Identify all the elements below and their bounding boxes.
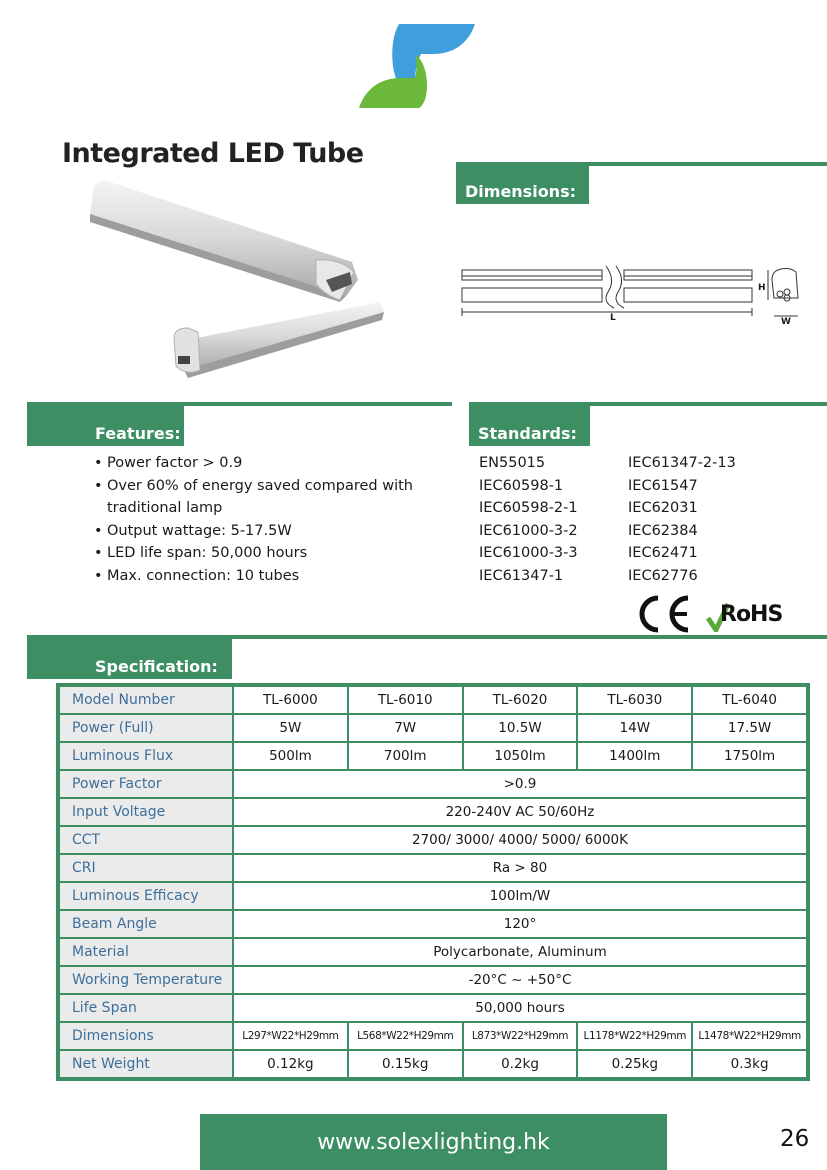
features-list [94,452,413,587]
row-label-beam: Beam Angle [60,911,232,937]
table-row [60,715,806,741]
standards-col-1 [479,452,578,587]
table-cell: 120° [234,911,806,937]
table-cell: L297*W22*H29mm [234,1023,347,1049]
standard-item: IEC62471 [628,545,698,561]
row-label-efficacy: Luminous Efficacy [60,883,232,909]
specification-table [56,683,810,1081]
table-row [60,1023,806,1049]
table-cell: 14W [578,715,691,741]
standard-item: IEC61000-3-2 [479,522,578,539]
table-cell: TL-6040 [693,687,806,713]
table-row [60,799,806,825]
dimensions-drawing [456,236,806,332]
row-label-power-factor: Power Factor [60,771,232,797]
standard-item: IEC61000-3-3 [479,545,578,561]
feature-item: • LED life span: 50,000 hours [94,542,413,565]
page-number: 26 [780,1126,810,1152]
table-cell: L873*W22*H29mm [464,1023,577,1049]
table-cell: 5W [234,715,347,741]
specification-heading: Specification: [27,635,232,679]
table-cell: TL-6000 [234,687,347,713]
standards-heading: Standards: [469,402,590,446]
dimension-w-label: W [781,317,791,327]
table-cell: >0.9 [234,771,806,797]
row-label-cri: CRI [60,855,232,881]
table-cell: 2700/ 3000/ 4000/ 5000/ 6000K [234,827,806,853]
table-cell: 700lm [349,743,462,769]
standard-item: IEC61347-2-13 [628,455,736,471]
table-row [60,827,806,853]
dimension-h-label: H [758,283,766,293]
table-row [60,967,806,993]
table-cell: 0.15kg [349,1051,462,1077]
website-link[interactable]: www.solexlighting.hk [317,1129,550,1155]
row-label-cct: CCT [60,827,232,853]
table-cell: 0.3kg [693,1051,806,1077]
row-label-model: Model Number [60,687,232,713]
table-cell: 17.5W [693,715,806,741]
standard-item: IEC62776 [628,567,698,584]
row-label-power: Power (Full) [60,715,232,741]
row-label-dimensions: Dimensions [60,1023,232,1049]
table-cell: 1750lm [693,743,806,769]
table-cell: 220-240V AC 50/60Hz [234,799,806,825]
table-row [60,883,806,909]
feature-item: • Output wattage: 5-17.5W [94,520,413,543]
standard-item: IEC60598-2-1 [479,500,578,516]
feature-item: • Over 60% of energy saved compared with [94,475,413,498]
table-row [60,771,806,797]
standard-item: IEC62384 [628,522,698,539]
row-label-temperature: Working Temperature [60,967,232,993]
table-row [60,1051,806,1077]
feature-item-continued: traditional lamp [107,500,223,516]
table-cell: 500lm [234,743,347,769]
features-heading: Features: [27,402,184,446]
table-cell: TL-6020 [464,687,577,713]
standard-item: IEC60598-1 [479,477,564,494]
rohs-mark: RoHS [720,602,783,627]
table-cell: 1050lm [464,743,577,769]
row-label-weight: Net Weight [60,1051,232,1077]
table-cell: 50,000 hours [234,995,806,1021]
standard-item: IEC62031 [628,500,698,516]
table-cell: 0.12kg [234,1051,347,1077]
feature-item: • Power factor > 0.9 [94,452,413,475]
standards-col-2 [628,452,736,587]
ce-mark-icon [634,594,694,634]
table-cell: 0.25kg [578,1051,691,1077]
table-cell: 1400lm [578,743,691,769]
table-cell: 10.5W [464,715,577,741]
table-row [60,995,806,1021]
table-cell: -20°C ~ +50°C [234,967,806,993]
table-row [60,687,806,713]
dimensions-heading: Dimensions: [456,162,589,204]
table-cell: Polycarbonate, Aluminum [234,939,806,965]
standard-item: EN55015 [479,455,546,471]
feature-item: • Max. connection: 10 tubes [94,565,413,588]
row-label-voltage: Input Voltage [60,799,232,825]
page-title: Integrated LED Tube [62,138,364,169]
dimension-l-label: L [610,313,616,323]
table-cell: 100lm/W [234,883,806,909]
row-label-life-span: Life Span [60,995,232,1021]
table-cell: 7W [349,715,462,741]
led-tube-photo [90,180,390,395]
table-row [60,743,806,769]
row-label-flux: Luminous Flux [60,743,232,769]
table-cell: TL-6010 [349,687,462,713]
standard-item: IEC61547 [628,477,698,494]
table-cell: Ra > 80 [234,855,806,881]
table-cell: TL-6030 [578,687,691,713]
table-cell: L1178*W22*H29mm [578,1023,691,1049]
table-cell: 0.2kg [464,1051,577,1077]
table-cell: L568*W22*H29mm [349,1023,462,1049]
table-row [60,939,806,965]
row-label-material: Material [60,939,232,965]
table-row [60,855,806,881]
footer-url-bar [200,1114,667,1170]
certification-marks [634,594,794,634]
table-row [60,911,806,937]
solex-logo [357,20,477,112]
table-cell: L1478*W22*H29mm [693,1023,806,1049]
standard-item: IEC61347-1 [479,567,564,584]
